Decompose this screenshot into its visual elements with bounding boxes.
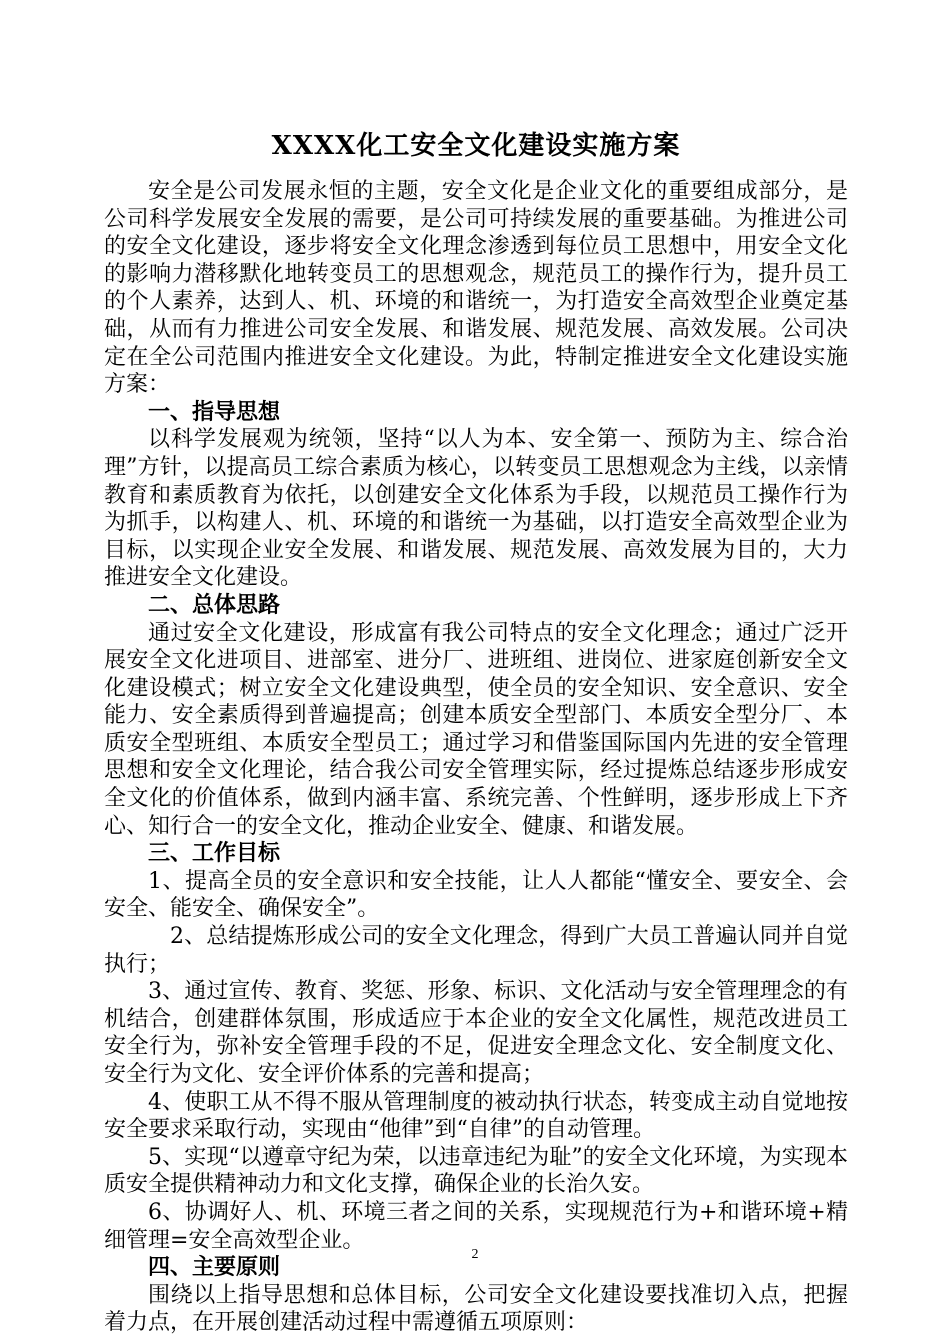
goal-item-6: 6、协调好人、机、环境三者之间的关系，实现规范行为+和谐环境+精细管理=安全高效型企业。 xyxy=(104,1199,848,1253)
section-heading-overall-approach: 二、总体思路 xyxy=(148,591,281,618)
goal-item-4: 4、使职工从不得不服从管理制度的被动执行状态，转变成主动自觉地按安全要求采取行动，实现由“他律”到“自律”的自动管理。 xyxy=(104,1089,848,1143)
section-heading-main-principles: 四、主要原则 xyxy=(148,1254,281,1281)
section-body-guiding-ideology: 以科学发展观为统领，坚持“以人为本、安全第一、预防为主、综合治理”方针，以提高员工综合素质为核心，以转变员工思想观念为主线，以亲情教育和素质教育为依托，以创建安全文化体系为手段，以规范员工操作行为为抓手，以构建人、机、环境的和谐统一为基础，以打造安全高效型企业为目标，以实现企业安全发展、和谐发展、规范发展、高效发展为目的，大力推进安全文化建设。 xyxy=(104,427,848,591)
page-number: 2 xyxy=(471,1247,479,1262)
goal-item-1: 1、提高全员的安全意识和安全技能，让人人都能“懂安全、要安全、会安全、能安全、确保安全”。 xyxy=(104,868,848,922)
section-body-overall-approach: 通过安全文化建设，形成富有我公司特点的安全文化理念；通过广泛开展安全文化进项目、进部室、进分厂、进班组、进岗位、进家庭创新安全文化建设模式；树立安全文化建设典型，使全员的安全知识、安全意识、安全能力、安全素质得到普遍提高；创建本质安全型部门、本质安全型分厂、本质安全型班组、本质安全型员工；通过学习和借鉴国际国内先进的安全管理思想和安全文化理论，结合我公司安全管理实际，经过提炼总结逐步形成安全文化的价值体系，做到内涵丰富、系统完善、个性鲜明，逐步形成上下齐心、知行合一的安全文化，推动企业安全、健康、和谐发展。 xyxy=(104,620,848,839)
goal-item-2: 2、总结提炼形成公司的安全文化理念，得到广大员工普遍认同并自觉执行； xyxy=(104,924,848,977)
document-title: XXXX化工安全文化建设实施方案 xyxy=(271,131,681,161)
document-page xyxy=(104,126,848,1337)
section-heading-work-goals: 三、工作目标 xyxy=(148,840,281,867)
goal-item-3: 3、通过宣传、教育、奖惩、形象、标识、文化活动与安全管理理念的有机结合，创建群体氛围，形成适应于本企业的安全文化属性，规范改进员工安全行为，弥补安全管理手段的不足，促进安全理念文化、安全制度文化、安全行为文化、安全评价体系的完善和提高； xyxy=(104,979,848,1087)
intro-paragraph: 安全是公司发展永恒的主题，安全文化是企业文化的重要组成部分，是公司科学发展安全发展的需要，是公司可持续发展的重要基础。为推进公司的安全文化建设，逐步将安全文化理念渗透到每位员工思想中，用安全文化的影响力潜移默化地转变员工的思想观念，规范员工的操作行为，提升员工的个人素养，达到人、机、环境的和谐统一，为打造安全高效型企业奠定基础，从而有力推进公司安全发展、和谐发展、规范发展、高效发展。公司决定在全公司范围内推进安全文化建设。为此，特制定推进安全文化建设实施方案： xyxy=(104,179,848,398)
section-body-main-principles: 围绕以上指导思想和总体目标，公司安全文化建设要找准切入点，把握着力点，在开展创建活动过程中需遵循五项原则： xyxy=(104,1282,848,1336)
goal-item-5: 5、实现“以遵章守纪为荣，以违章违纪为耻”的安全文化环境，为实现本质安全提供精神动力和文化支撑，确保企业的长治久安。 xyxy=(104,1144,848,1198)
section-heading-guiding-ideology: 一、指导思想 xyxy=(148,398,281,425)
